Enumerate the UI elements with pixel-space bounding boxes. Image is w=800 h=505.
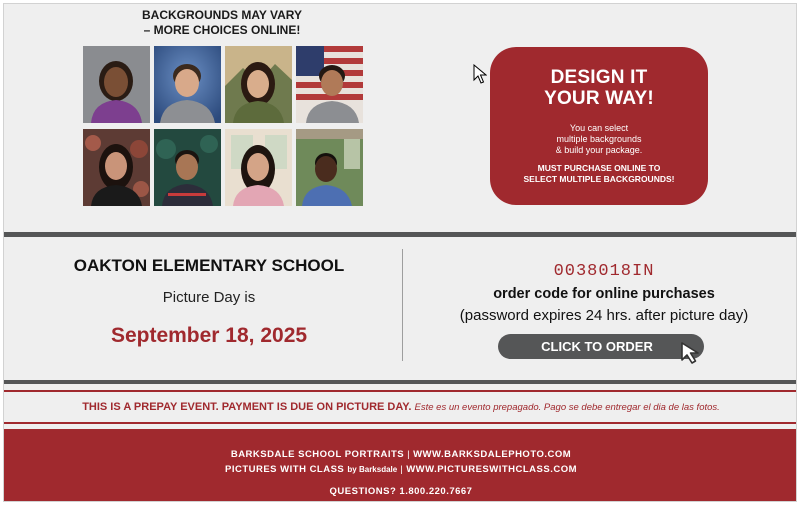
sample-photo-floral-backdrop bbox=[83, 129, 150, 206]
footer-brand-url[interactable]: WWW.PICTURESWITHCLASS.COM bbox=[406, 464, 578, 475]
order-code: 0038018IN bbox=[553, 262, 655, 281]
design-text-line-3: & build your package. bbox=[555, 145, 643, 155]
section-divider bbox=[4, 232, 797, 237]
notice-top-divider bbox=[4, 380, 797, 384]
password-expiry-note: (password expires 24 hrs. after picture day) bbox=[459, 307, 749, 324]
backgrounds-heading-line-1: BACKGROUNDS MAY VARY bbox=[141, 8, 303, 22]
sample-photo-gray-backdrop bbox=[83, 46, 150, 123]
sample-photo-blue-backdrop bbox=[154, 46, 221, 123]
design-text-line-1: You can select bbox=[569, 123, 629, 133]
design-title-line-2: YOUR WAY! bbox=[544, 88, 654, 109]
sample-photo-garden-backdrop bbox=[296, 129, 363, 206]
sample-photo-green-backdrop bbox=[154, 129, 221, 206]
prepay-notice-english: THIS IS A PREPAY EVENT. PAYMENT IS DUE ON PICTURE DAY. bbox=[82, 401, 412, 413]
backgrounds-heading-line-2: – MORE CHOICES ONLINE! bbox=[143, 23, 301, 37]
footer-company-url[interactable]: WWW.BARKSDALEPHOTO.COM bbox=[413, 449, 572, 460]
footer-brand-by: by Barksdale bbox=[347, 465, 398, 474]
sample-photo-mountain-backdrop bbox=[225, 46, 292, 123]
design-text-line-2: multiple backgrounds bbox=[556, 134, 642, 144]
sample-photo-grid bbox=[83, 46, 361, 206]
picture-day-date: September 18, 2025 bbox=[110, 324, 308, 347]
design-card-title bbox=[490, 67, 708, 109]
design-card-description bbox=[490, 123, 708, 156]
prepay-notice bbox=[4, 401, 797, 413]
backgrounds-heading bbox=[122, 8, 322, 38]
design-card-warning bbox=[490, 163, 708, 185]
design-warning-line-2: SELECT MULTIPLE BACKGROUNDS! bbox=[523, 174, 675, 184]
footer bbox=[4, 429, 797, 502]
click-to-order-button[interactable] bbox=[498, 334, 704, 359]
footer-brand-name: PICTURES WITH CLASS bbox=[224, 464, 345, 475]
notice-red-rule-top bbox=[4, 390, 797, 392]
school-name: OAKTON ELEMENTARY SCHOOL bbox=[73, 256, 345, 275]
sample-photo-window-backdrop bbox=[225, 129, 292, 206]
arrow-cursor-icon bbox=[473, 64, 487, 84]
footer-questions-phone: QUESTIONS? 1.800.220.7667 bbox=[329, 486, 473, 497]
design-it-your-way-card bbox=[490, 47, 708, 205]
picture-day-label: Picture Day is bbox=[162, 289, 256, 306]
footer-company-line: BARKSDALE SCHOOL PORTRAITS | WWW.BARKSDALEPHOTO.COM bbox=[230, 449, 572, 460]
footer-brand-line: PICTURES WITH CLASS by Barksdale | WWW.PICTURESWITHCLASS.COM bbox=[224, 464, 578, 475]
pointer-arrow-icon bbox=[679, 340, 705, 366]
click-to-order-label: CLICK TO ORDER bbox=[541, 339, 653, 354]
order-code-label: order code for online purchases bbox=[493, 286, 715, 302]
picture-day-flyer bbox=[3, 3, 797, 502]
footer-company-name: BARKSDALE SCHOOL PORTRAITS bbox=[230, 449, 405, 460]
vertical-divider bbox=[402, 249, 403, 361]
prepay-notice-spanish: Este es un evento prepagado. Pago se debe entregar el dia de las fotos. bbox=[414, 402, 720, 413]
design-title-line-1: DESIGN IT bbox=[550, 67, 648, 88]
notice-red-rule-bottom bbox=[4, 422, 797, 424]
design-warning-line-1: MUST PURCHASE ONLINE TO bbox=[537, 163, 661, 173]
sample-photo-flag-backdrop bbox=[296, 46, 363, 123]
